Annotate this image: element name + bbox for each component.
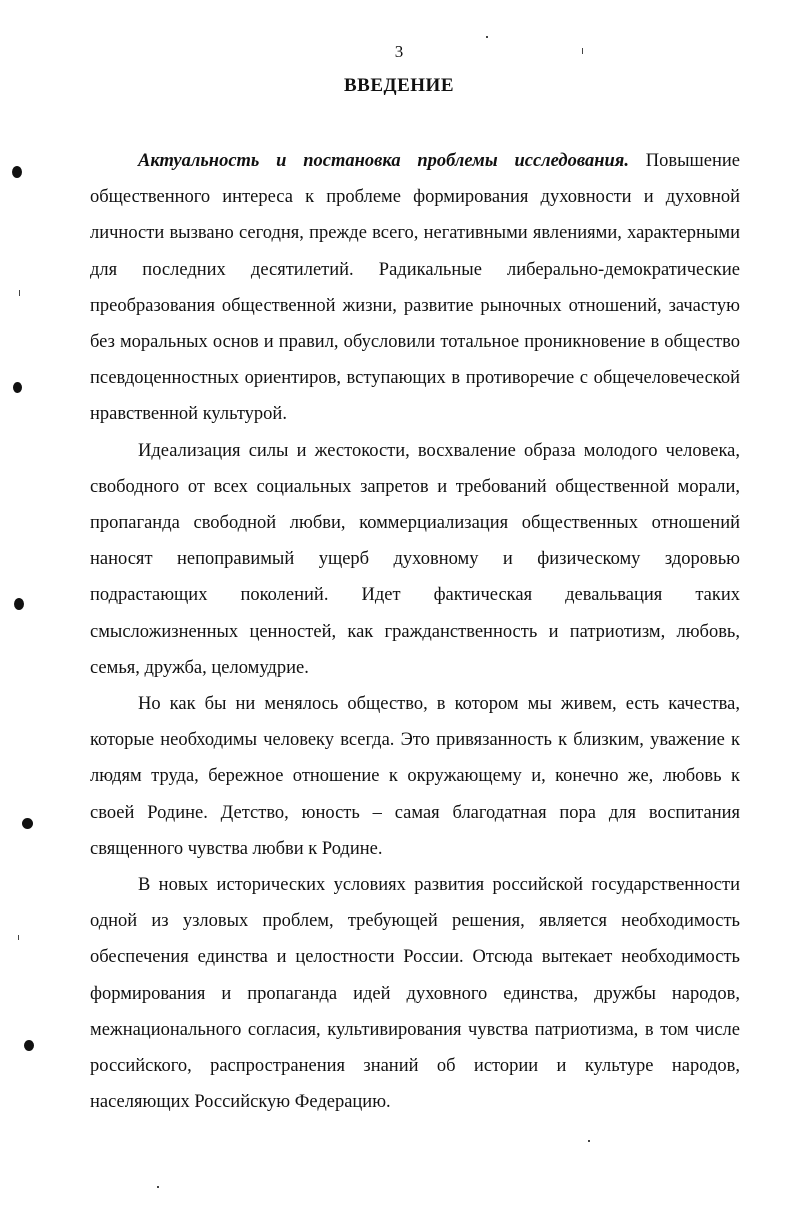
paragraph-4: В новых исторических условиях развития российской государственности одной из узловых проблем, требующей решения, является необходимость обеспечения единства и целостности России. Отсюда вытекает необходимость формирования и пропаганда идей духовного единства, дружбы народов, межнационального согласия, культивирования чувства патриотизма, в том числе российского, распространения знаний об истории и культуре народов, населяющих Российскую Федерацию. (90, 875, 740, 1113)
scan-speck (19, 290, 20, 296)
page-title: ВВЕДЕНИЕ (344, 75, 454, 96)
scan-speck (588, 1140, 590, 1142)
binding-hole-mark (13, 382, 22, 393)
document-body (90, 143, 740, 1120)
paragraph-3: Но как бы ни менялось общество, в котором мы живем, есть качества, которые необходимы человеку всегда. Это привязанность к близким, уважение к людям труда, бережное отношение к окружающему и, конечно же, любовь к своей Родине. Детство, юность – самая благодатная пора для воспитания священного чувства любви к Родине. (90, 694, 740, 859)
scan-speck (582, 48, 583, 54)
binding-hole-mark (12, 166, 22, 178)
paragraph-1-text: Повышение общественного интереса к проблеме формирования духовности и духовной личности вызвано сегодня, прежде всего, негативными явлениями, характерными для последних десятилетий. Радикальные либерально-демократические преобразования общественной жизни, развитие рыночных отношений, зачастую без моральных основ и правил, обусловили тотальное проникновение в общество псевдоценностных ориентиров, вступающих в противоречие с общечеловеческой нравственной культурой. (90, 151, 740, 425)
page-number: 3 (394, 42, 404, 61)
scan-speck (18, 935, 19, 940)
binding-hole-mark (14, 598, 24, 610)
paragraph-1-lead: Актуальность и постановка проблемы исследования. (138, 151, 629, 171)
paragraph-1 (90, 143, 740, 433)
paragraph-2: Идеализация силы и жестокости, восхваление образа молодого человека, свободного от всех социальных запретов и требований общественной морали, пропаганда свободной любви, коммерциализация общественных отношений наносят непоправимый ущерб духовному и физическому здоровью подрастающих поколений. Идет фактическая девальвация таких смысложизненных ценностей, как гражданственность и патриотизм, любовь, семья, дружба, целомудрие. (90, 440, 740, 678)
scan-speck (157, 1186, 159, 1188)
binding-hole-mark (24, 1040, 34, 1051)
scan-speck (486, 36, 488, 38)
binding-hole-mark (22, 818, 33, 829)
